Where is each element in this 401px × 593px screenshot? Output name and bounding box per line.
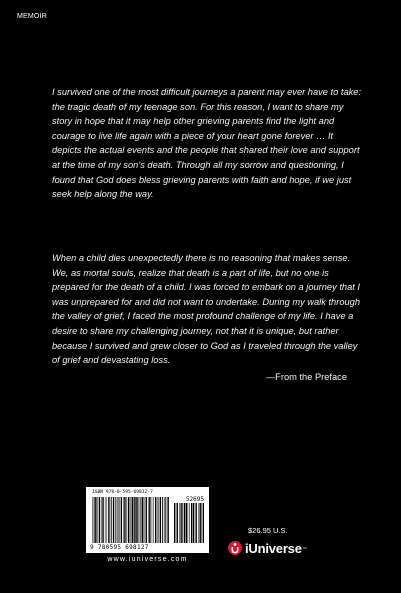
isbn-label: ISBN 978-0-595-69812-7 <box>92 490 153 495</box>
retail-price: $26.95 U.S. <box>248 526 288 535</box>
publisher-website: www.iuniverse.com <box>107 556 188 563</box>
genre-label: MEMOIR <box>17 13 47 20</box>
publisher-name: iUniverse <box>245 540 302 556</box>
isbn-barcode <box>86 487 209 553</box>
preface-attribution: —From the Preface <box>265 372 347 382</box>
ean-digits: 9 780595 698127 <box>90 544 149 551</box>
trademark-symbol: ™ <box>302 545 307 551</box>
price-code: 52695 <box>185 496 204 503</box>
preface-paragraph-2: When a child dies unexpectedly there is no reasoning that makes sense. We, as mortal souls, realize that death is a part of life, but no one is prepared for the death of a child. I was forced to embark on a journey that I was unprepared for and did not want to undertake. During my walk through the valley of grief, I faced the most profound challenge of my life. I have a desire to share my challenging journey, not that it is unique, but rather because I survived and grew closer to God as I traveled through the valley of grief and devastating loss. <box>52 253 361 366</box>
barcode-bars-addon <box>174 503 204 543</box>
preface-paragraph-1: I survived one of the most difficult journeys a parent may ever have to take: the tragic death of my teenage son. For this reason, I want to share my story in hope that it may help other grieving parents find the light and courage to live life again with a piece of your heart gone forever … It depicts the actual events and the people that shared their love and support at the time of my son’s death. Through all my sorrow and questioning, I found that God does bless grieving parents with faith and hope, if we just seek help along the way. <box>52 87 362 200</box>
iuniverse-logo-icon <box>228 541 242 555</box>
barcode-bars-main <box>92 497 170 543</box>
publisher-logo <box>228 539 307 557</box>
